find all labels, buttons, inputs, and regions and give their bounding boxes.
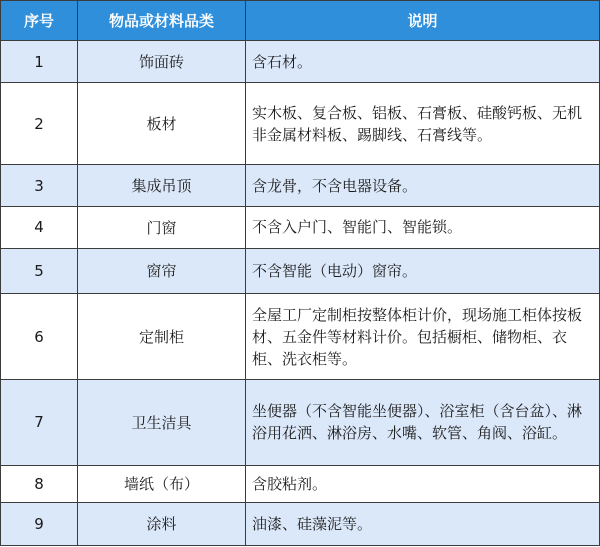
table-row: [1, 465, 600, 502]
table-row: [1, 41, 600, 83]
row-description: 坐便器（不含智能坐便器）、浴室柜（含台盆）、淋浴用花洒、淋浴房、水嘴、软管、角阀、浴缸。: [246, 380, 600, 465]
table-row: [1, 165, 600, 206]
row-category: 门窗: [78, 206, 246, 248]
row-description: 油漆、硅藻泥等。: [246, 502, 600, 545]
row-category: 卫生洁具: [78, 380, 246, 465]
row-category: 墙纸（布）: [78, 465, 246, 502]
table-row: [1, 293, 600, 379]
row-index: 8: [1, 465, 78, 502]
row-index: 9: [1, 502, 78, 545]
row-description: 不含入户门、智能门、智能锁。: [246, 206, 600, 248]
row-index: 4: [1, 206, 78, 248]
row-category: 饰面砖: [78, 41, 246, 83]
row-index: 2: [1, 83, 78, 165]
row-description: 实木板、复合板、铝板、石膏板、硅酸钙板、无机非金属材料板、踢脚线、石膏线等。: [246, 83, 600, 165]
header-category: 物品或材料品类: [78, 1, 246, 41]
row-description: 全屋工厂定制柜按整体柜计价，现场施工柜体按板材、五金件等材料计价。包括橱柜、储物柜、衣柜、洗衣柜等。: [246, 293, 600, 379]
row-description: 不含智能（电动）窗帘。: [246, 248, 600, 293]
table-row: [1, 502, 600, 545]
row-category: 板材: [78, 83, 246, 165]
table-header-row: [1, 1, 600, 41]
row-index: 6: [1, 293, 78, 379]
table-row: [1, 83, 600, 165]
row-index: 7: [1, 380, 78, 465]
header-description: 说明: [246, 1, 600, 41]
table-row: [1, 248, 600, 293]
row-description: 含石材。: [246, 41, 600, 83]
row-category: 涂料: [78, 502, 246, 545]
row-category: 集成吊顶: [78, 165, 246, 206]
row-description: 含龙骨，不含电器设备。: [246, 165, 600, 206]
row-description: 含胶粘剂。: [246, 465, 600, 502]
row-index: 5: [1, 248, 78, 293]
row-category: 窗帘: [78, 248, 246, 293]
header-index: 序号: [1, 1, 78, 41]
table-row: [1, 206, 600, 248]
table-row: [1, 380, 600, 465]
row-index: 3: [1, 165, 78, 206]
row-index: 1: [1, 41, 78, 83]
row-category: 定制柜: [78, 293, 246, 379]
